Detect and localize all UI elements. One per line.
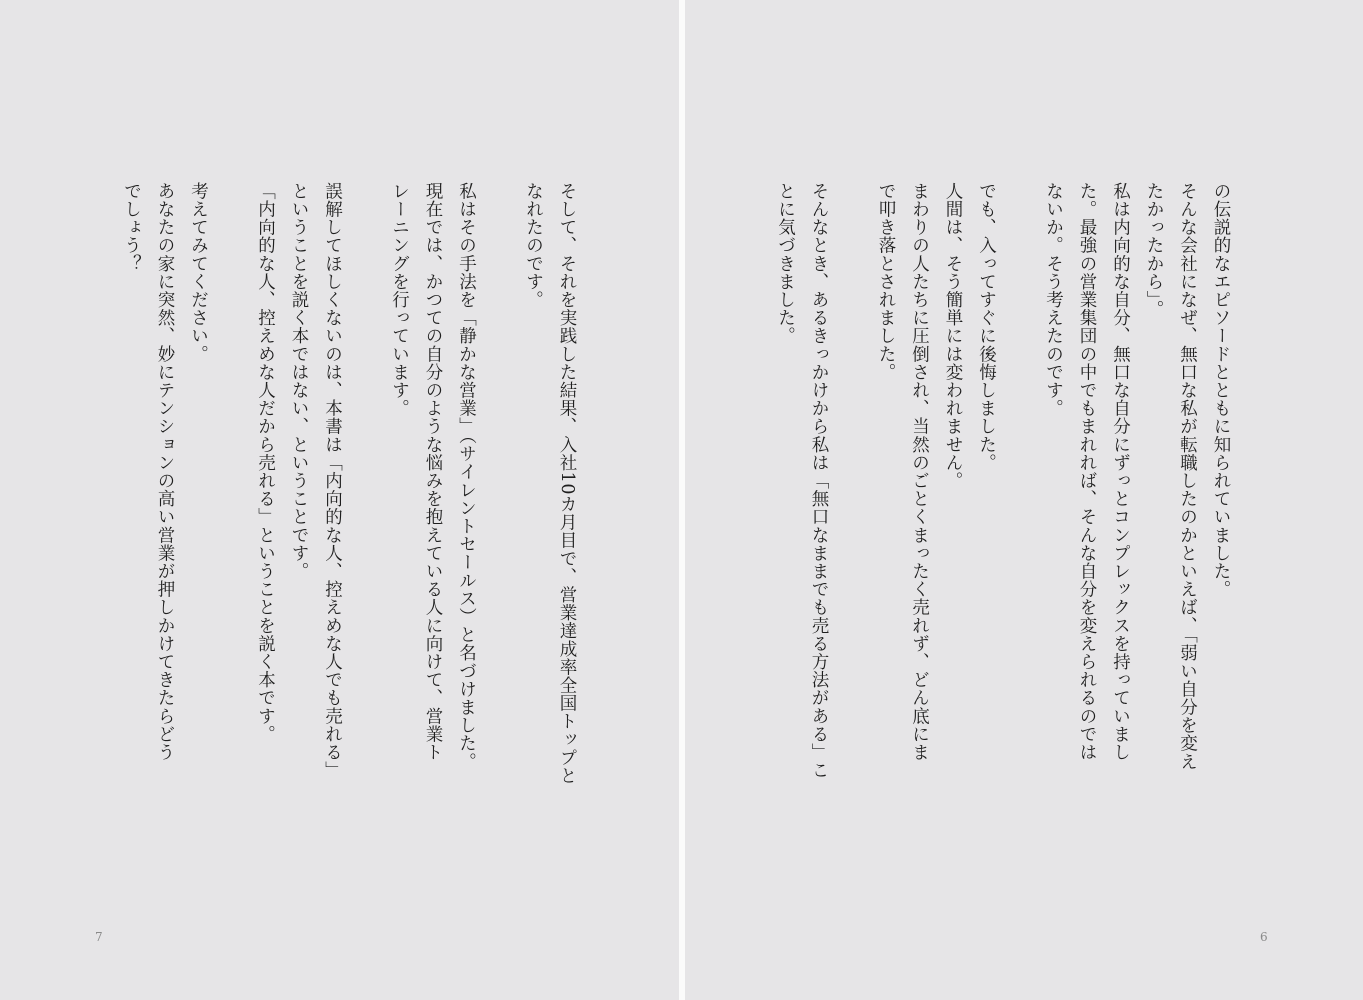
text-line: とに気づきました。 [775, 182, 796, 345]
text-line: 考えてみてください。 [188, 182, 209, 363]
text-line: 人間は、そう簡単には変われません。 [943, 182, 963, 490]
right-page [685, 0, 1363, 1000]
text-line: まわりの人たちに圧倒され、当然のごとくまったく売れず、どん底にま [909, 182, 930, 762]
text-line: たかったから」。 [1144, 182, 1164, 319]
paragraph-break [483, 182, 517, 822]
text-line: 私は内向的な自分、無口な自分にずっとコンプレックスを持っていまし [1110, 182, 1131, 762]
text-line: なれたのです。 [523, 182, 544, 309]
text-line: そんな会社になぜ、無口な私が転職したのかといえば、「弱い自分を変え [1177, 182, 1198, 771]
text-line: でも、入ってすぐに後悔しました。 [976, 182, 997, 472]
page-number: 6 [1260, 930, 1268, 944]
text-line: 「内向的な人、控えめな人だから売れる」ということを説く本です。 [255, 182, 276, 744]
text-line: そして、それを実践した結果、入社10カ月目で、営業達成率全国トップと [557, 182, 577, 785]
right-page-text [775, 182, 1237, 822]
paragraph-break [835, 182, 869, 822]
text-line: で叩き落とされました。 [876, 182, 896, 382]
text-line: の伝説的なエピソードとともに知られていました。 [1211, 182, 1231, 599]
text-line: ないか。そう考えたのです。 [1043, 182, 1064, 418]
text-line: あなたの家に突然、妙にテンションの高い営業が押しかけてきたらどう [155, 182, 175, 762]
text-line: 私はその手法を「静かな営業」（サイレントセールス）と名づけました。 [456, 182, 477, 771]
left-page-text [121, 182, 583, 822]
paragraph-break [349, 182, 383, 822]
text-line: でしょう？ [121, 182, 142, 273]
page-number: 7 [95, 930, 103, 944]
text-line: 現在では、かつての自分のような悩みを抱えている人に向けて、営業ト [423, 182, 443, 762]
text-line: 誤解してほしくないのは、本書は「内向的な人、控えめな人でも売れる」 [322, 182, 343, 780]
left-page [0, 0, 679, 1000]
text-line: レーニングを行っています。 [389, 182, 410, 418]
text-line: た。最強の営業集団の中でもまれれば、そんな自分を変えられるのでは [1077, 182, 1097, 762]
text-line: ということを説く本ではない、ということです。 [289, 182, 309, 581]
paragraph-break [1003, 182, 1037, 822]
paragraph-break [215, 182, 249, 822]
text-line: そんなとき、あるきっかけから私は「無口なままでも売る方法がある」こ [809, 182, 829, 780]
